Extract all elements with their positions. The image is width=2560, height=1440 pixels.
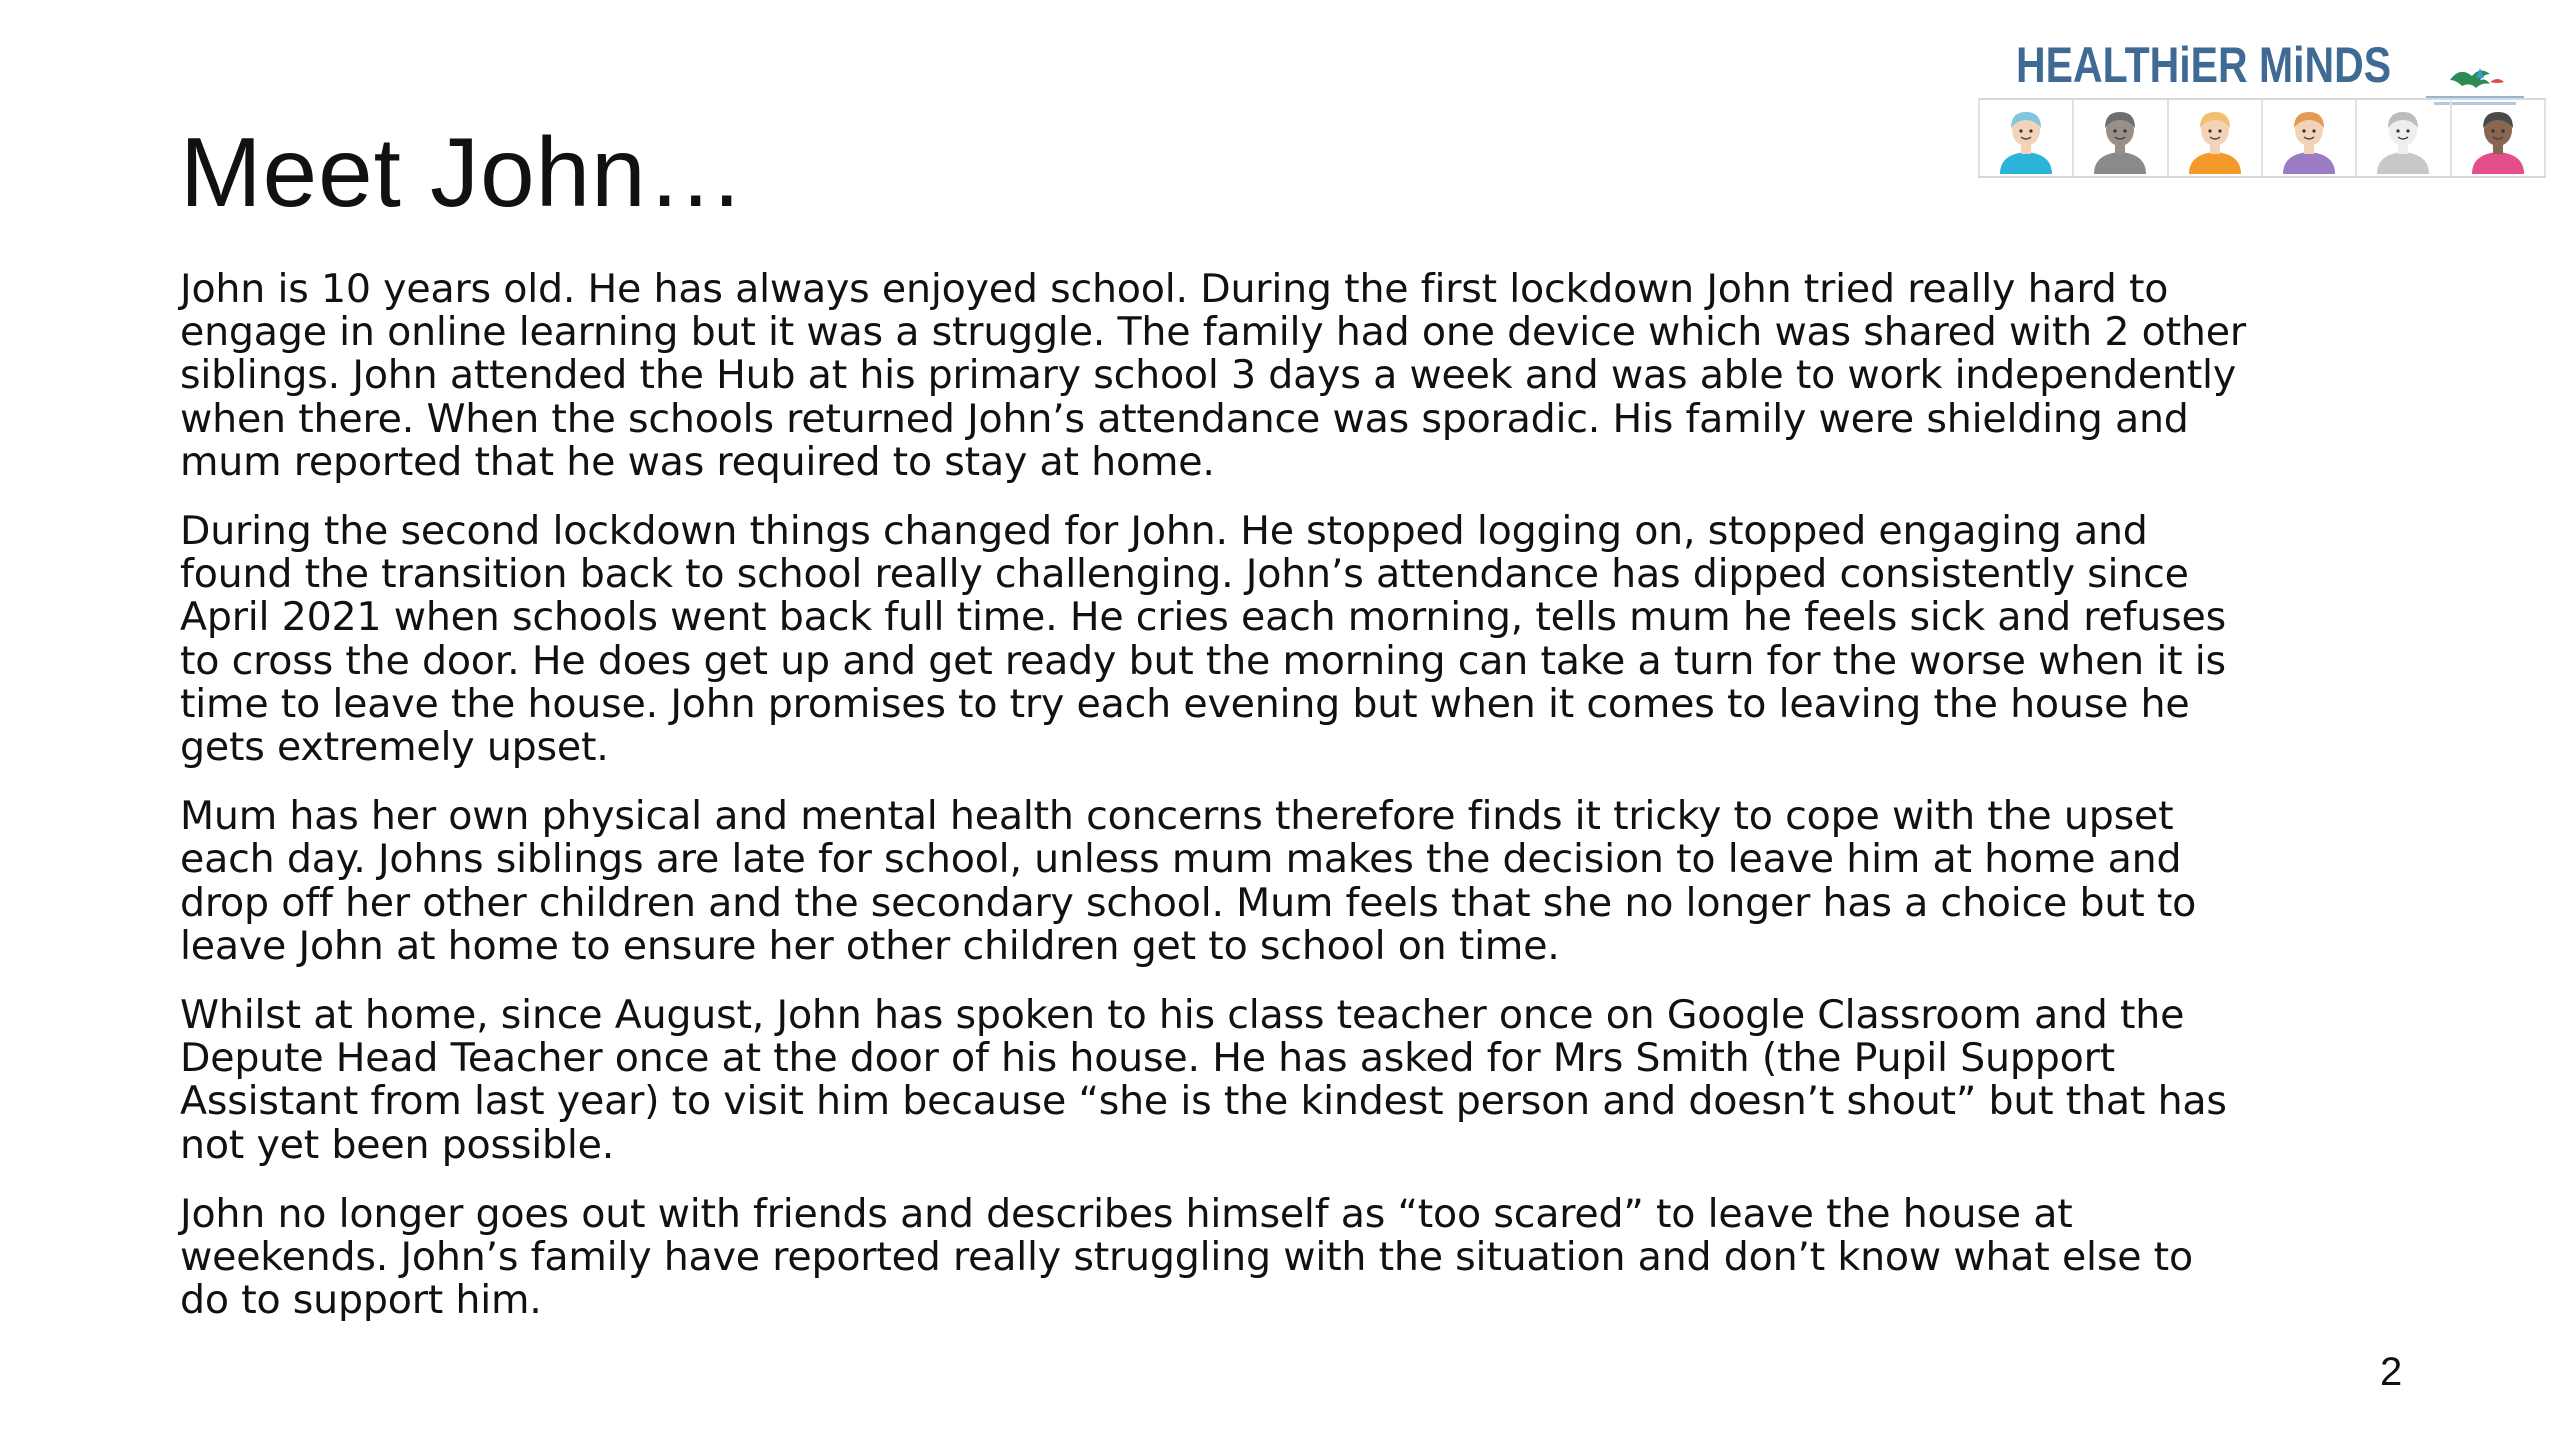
paragraph-line: Whilst at home, since August, John has spoken to his class teacher once on Google Classroom and the — [180, 992, 2185, 1039]
paragraph-line: do to support him. — [180, 1277, 542, 1324]
paragraph-line: John no longer goes out with friends and describes himself as “too scared” to leave the house at — [180, 1190, 2073, 1237]
child-face-lightgrey-icon — [2355, 100, 2449, 176]
paragraph-line: gets extremely upset. — [180, 724, 609, 771]
paragraph — [180, 510, 2380, 769]
paragraph — [180, 994, 2380, 1167]
paragraph-line: April 2021 when schools went back full time. He cries each morning, tells mum he feels sick and refuses — [180, 594, 2226, 641]
paragraph-line: mum reported that he was required to stay at home. — [180, 438, 1215, 485]
paragraph-line: drop off her other children and the secondary school. Mum feels that she no longer has a choice but to — [180, 879, 2197, 926]
paragraph-line: when there. When the schools returned John’s attendance was sporadic. His family were shielding and — [180, 395, 2189, 442]
child-face-orange-icon — [2167, 100, 2261, 176]
paragraph-line: not yet been possible. — [180, 1121, 615, 1168]
paragraph-line: Assistant from last year) to visit him because “she is the kindest person and doesn’t shout” but that has — [180, 1078, 2227, 1125]
paragraph-line: During the second lockdown things changed for John. He stopped logging on, stopped engaging and — [180, 508, 2148, 555]
child-face-blue-icon — [1978, 100, 2072, 176]
slide-body — [180, 268, 2380, 1348]
child-face-pink-icon — [2450, 100, 2546, 176]
paragraph-line: siblings. John attended the Hub at his primary school 3 days a week and was able to work independently — [180, 352, 2237, 399]
paragraph-line: found the transition back to school really challenging. John’s attendance has dipped consistently since — [180, 551, 2189, 598]
slide-title: Meet John… — [180, 117, 746, 227]
paragraph — [180, 1190, 2380, 1324]
paragraph-line: leave John at home to ensure her other children get to school on time. — [180, 922, 1560, 969]
child-face-purple-icon — [2261, 100, 2355, 176]
paragraph-line: engage in online learning but it was a struggle. The family had one device which was shared with 2 other — [180, 309, 2246, 356]
page-number: 2 — [2380, 1350, 2403, 1394]
child-face-grey-icon — [2072, 100, 2166, 176]
healthier-minds-logo — [1978, 30, 2548, 180]
paragraph-line: Mum has her own physical and mental health concerns therefore finds it tricky to cope with the upset — [180, 793, 2174, 840]
paragraph-line: to cross the door. He does get up and get ready but the morning can take a turn for the worse when it is — [180, 637, 2226, 684]
paragraph-line: John is 10 years old. He has always enjoyed school. During the first lockdown John tried really hard to — [180, 266, 2169, 312]
paragraph — [180, 268, 2380, 484]
paragraph-line: weekends. John’s family have reported really struggling with the situation and don’t know what else to — [180, 1234, 2193, 1281]
paragraph-line: time to leave the house. John promises to try each evening but when it comes to leaving the house he — [180, 680, 2190, 727]
paragraph-line: Depute Head Teacher once at the door of his house. He has asked for Mrs Smith (the Pupil Support — [180, 1035, 2115, 1082]
paragraph-line: each day. Johns siblings are late for school, unless mum makes the decision to leave him at home and — [180, 836, 2182, 883]
logo-wordmark: HEALTHiER MiNDS — [2016, 37, 2392, 93]
paragraph — [180, 795, 2380, 968]
faces-strip — [1978, 98, 2546, 178]
